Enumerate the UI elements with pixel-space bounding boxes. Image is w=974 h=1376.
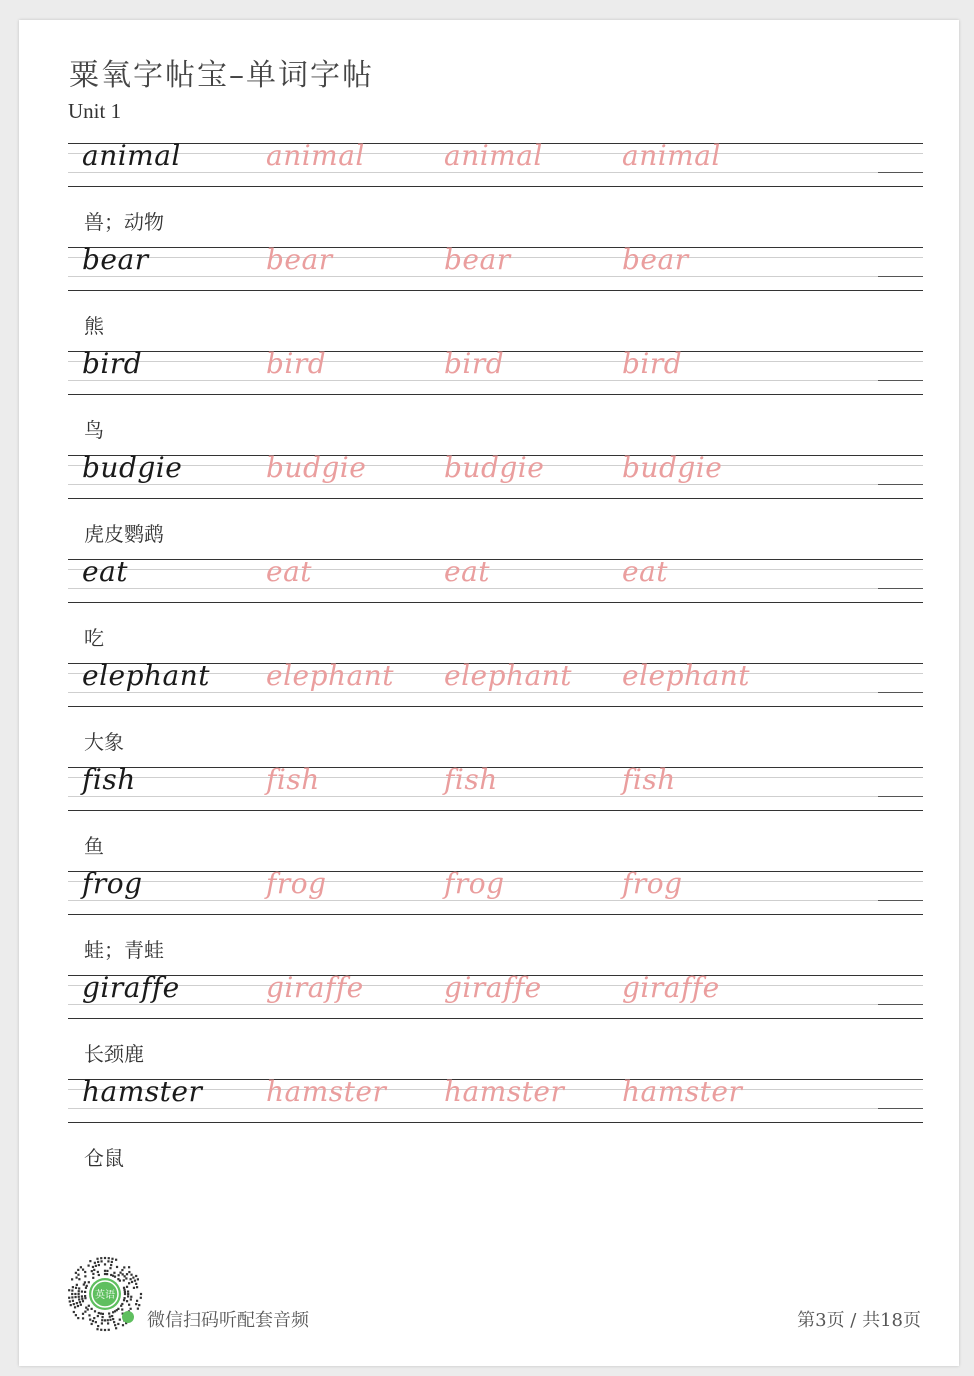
qr-code-icon — [67, 1256, 143, 1332]
trace-word: fish — [444, 763, 498, 796]
trace-word: elephant — [444, 659, 573, 692]
ruled-line — [68, 498, 923, 499]
ruled-line — [878, 1004, 923, 1005]
trace-word: eat — [266, 555, 313, 588]
trace-word: frog — [622, 867, 683, 900]
chinese-meaning: 大象 — [84, 730, 124, 754]
chinese-meaning: 熊 — [84, 314, 104, 338]
chinese-meaning: 仓鼠 — [84, 1146, 124, 1170]
ruled-line — [68, 796, 923, 797]
ruled-line — [68, 1004, 923, 1005]
trace-word: elephant — [266, 659, 395, 692]
english-word: bird — [82, 347, 143, 380]
ruled-line — [878, 900, 923, 901]
ruled-line — [68, 588, 923, 589]
english-word: frog — [82, 867, 143, 900]
trace-word: bird — [444, 347, 505, 380]
ruled-line — [878, 692, 923, 693]
ruled-line — [68, 1018, 923, 1019]
trace-word: budgie — [622, 451, 723, 484]
trace-word: eat — [444, 555, 491, 588]
ruled-line — [68, 172, 923, 173]
ruled-line — [68, 186, 923, 187]
trace-word: hamster — [622, 1075, 743, 1108]
trace-word: animal — [444, 139, 543, 172]
word-entry — [68, 1075, 923, 1183]
trace-word: hamster — [266, 1075, 387, 1108]
trace-word: budgie — [444, 451, 545, 484]
unit-label: Unit 1 — [68, 99, 122, 123]
english-word: eat — [82, 555, 129, 588]
trace-word: giraffe — [444, 971, 542, 1004]
qr-badge-text: 英语 — [95, 1290, 115, 1301]
chinese-meaning: 长颈鹿 — [84, 1042, 144, 1066]
trace-word: eat — [622, 555, 669, 588]
ruled-line — [878, 588, 923, 589]
word-entry — [68, 659, 923, 767]
ruled-line — [68, 602, 923, 603]
english-word: bear — [82, 243, 149, 276]
ruled-line — [878, 1108, 923, 1109]
english-word: elephant — [82, 659, 211, 692]
word-entry — [68, 347, 923, 455]
english-word: giraffe — [82, 971, 180, 1004]
trace-word: bird — [622, 347, 683, 380]
english-word: hamster — [82, 1075, 203, 1108]
ruled-line — [68, 276, 923, 277]
ruled-line — [878, 276, 923, 277]
ruled-line — [68, 394, 923, 395]
word-entry — [68, 451, 923, 559]
trace-word: fish — [622, 763, 676, 796]
trace-word: fish — [266, 763, 320, 796]
trace-word: frog — [444, 867, 505, 900]
ruled-line — [68, 692, 923, 693]
trace-word: bird — [266, 347, 327, 380]
page-number: 第3页 / 共18页 — [797, 1310, 921, 1331]
english-word: animal — [82, 139, 181, 172]
ruled-line — [68, 484, 923, 485]
trace-word: bear — [622, 243, 689, 276]
ruled-line — [68, 810, 923, 811]
trace-word: animal — [622, 139, 721, 172]
page-title: 粟氧字帖宝–单词字帖 — [69, 58, 374, 93]
english-word: fish — [82, 763, 136, 796]
ruled-line — [68, 914, 923, 915]
trace-word: elephant — [622, 659, 751, 692]
trace-word: giraffe — [266, 971, 364, 1004]
word-entry — [68, 763, 923, 871]
ruled-line — [68, 290, 923, 291]
ruled-line — [68, 559, 923, 560]
trace-word: bear — [444, 243, 511, 276]
word-entry — [68, 139, 923, 247]
ruled-line — [878, 380, 923, 381]
chinese-meaning: 虎皮鹦鹉 — [84, 522, 164, 546]
ruled-line — [68, 706, 923, 707]
ruled-line — [878, 796, 923, 797]
ruled-line — [68, 1122, 923, 1123]
word-entry — [68, 555, 923, 663]
chinese-meaning: 吃 — [84, 626, 104, 650]
ruled-line — [878, 172, 923, 173]
trace-word: bear — [266, 243, 333, 276]
word-entry — [68, 243, 923, 351]
chinese-meaning: 鱼 — [84, 834, 104, 858]
worksheet-page — [19, 20, 959, 1366]
ruled-line — [68, 380, 923, 381]
ruled-line — [68, 900, 923, 901]
scan-qr-text: 微信扫码听配套音频 — [147, 1310, 309, 1331]
ruled-line — [878, 484, 923, 485]
trace-word: frog — [266, 867, 327, 900]
qr-corner-logo — [122, 1311, 134, 1323]
trace-word: giraffe — [622, 971, 720, 1004]
chinese-meaning: 兽；动物 — [84, 210, 164, 234]
english-word: budgie — [82, 451, 183, 484]
trace-word: animal — [266, 139, 365, 172]
ruled-line — [68, 1108, 923, 1109]
chinese-meaning: 鸟 — [84, 418, 104, 442]
word-entry — [68, 867, 923, 975]
ruled-line — [68, 569, 923, 570]
trace-word: hamster — [444, 1075, 565, 1108]
trace-word: budgie — [266, 451, 367, 484]
word-entry — [68, 971, 923, 1079]
chinese-meaning: 蛙；青蛙 — [84, 938, 164, 962]
